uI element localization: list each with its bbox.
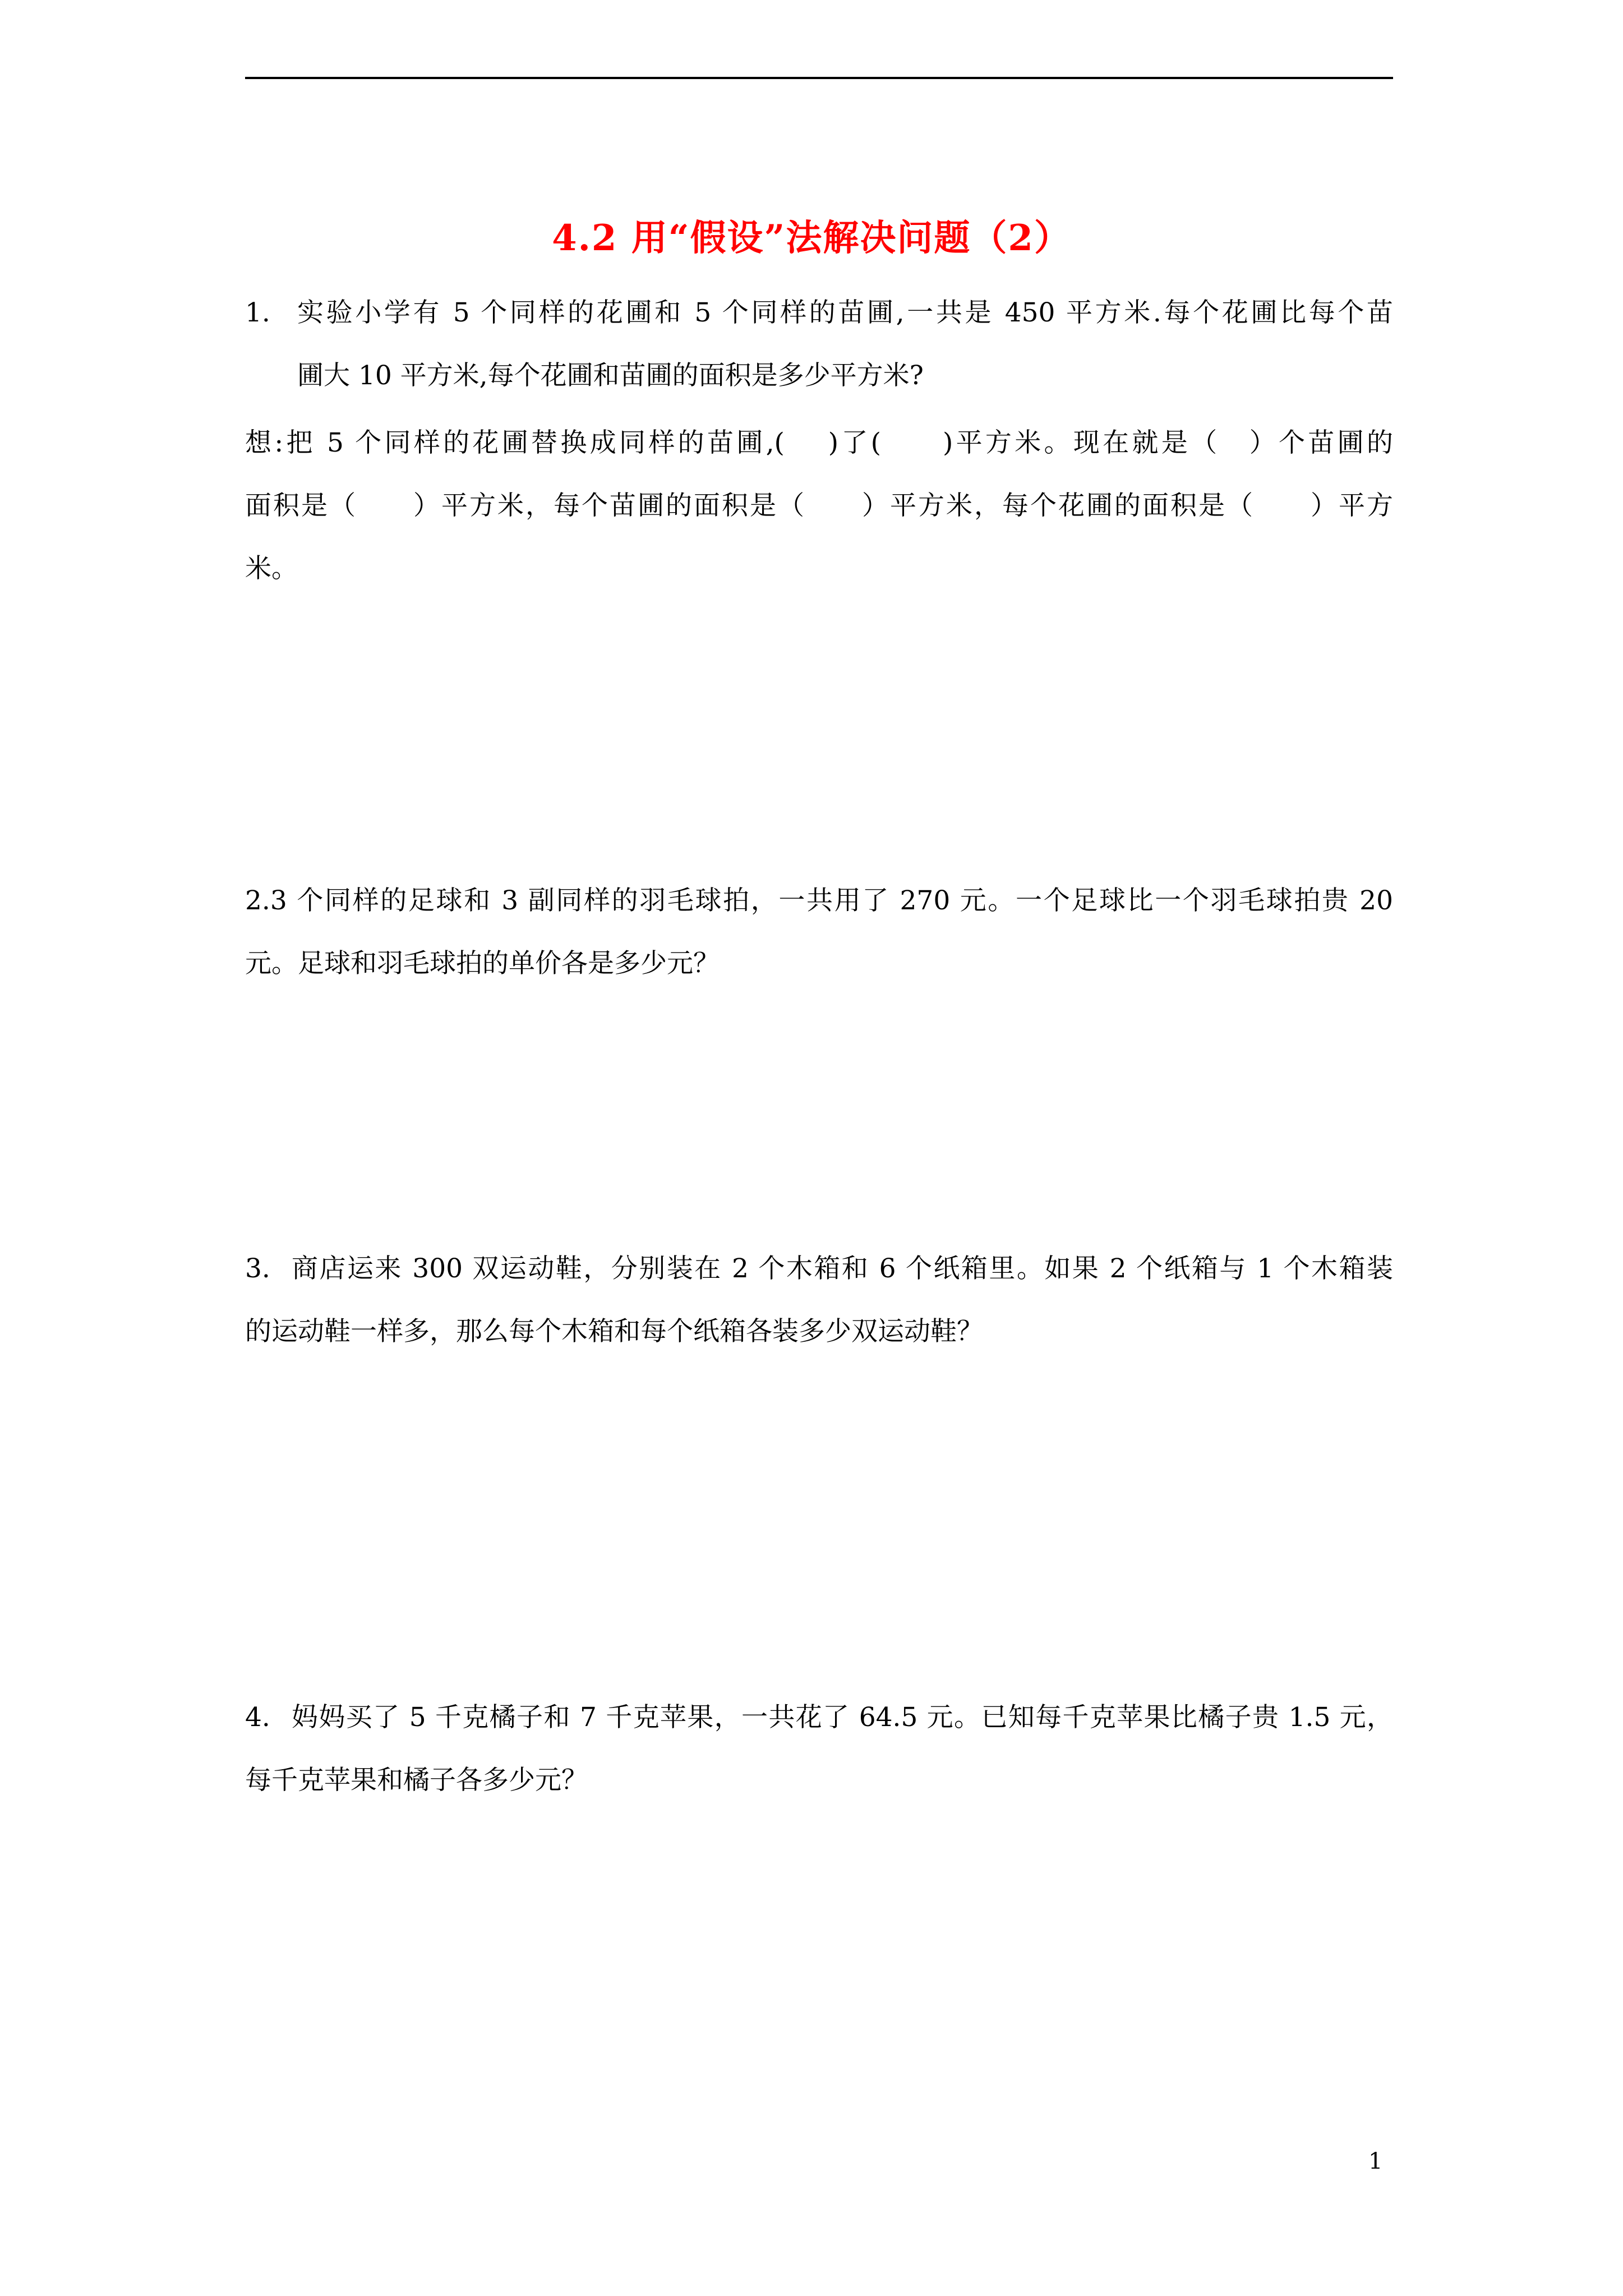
page-number: 1 [1368,2148,1383,2174]
question-2-text-line-1: 2.3 个同样的足球和 3 副同样的羽毛球拍，一共用了 270 元。一个足球比一个羽毛球拍贵 20 [245,885,1393,916]
question-4-number: 4. [245,1702,270,1733]
question-2-text-line-2: 元。足球和羽毛球拍的单价各是多少元？ [245,948,720,979]
question-1-number: 1. [245,297,270,328]
question-1-text-line-2: 圃大 10 平方米,每个花圃和苗圃的面积是多少平方米? [297,360,924,391]
question-3-number: 3. [245,1253,270,1284]
header-rule [245,77,1393,79]
question-4-text-line-2: 每千克苹果和橘子各多少元？ [245,1765,588,1796]
question-3-text-line-2: 的运动鞋一样多，那么每个木箱和每个纸箱各装多少双运动鞋？ [245,1316,983,1347]
question-1-hint-line-1: 想:把 5 个同样的花圃替换成同样的苗圃,( )了( )平方米。现在就是（ ）个苗圃的 [245,427,1393,458]
page-title: 4.2 用“假设”法解决问题（2） [552,217,1071,259]
question-4-text-line-1: 妈妈买了 5 千克橘子和 7 千克苹果，一共花了 64.5 元。已知每千克苹果比橘子贵 1.5 元， [292,1702,1393,1733]
question-2-number: 2. [245,885,270,916]
question-1-hint-line-3: 米。 [245,553,298,584]
question-3-text-line-1: 商店运来 300 双运动鞋，分别装在 2 个木箱和 6 个纸箱里。如果 2 个纸箱与 1 个木箱装 [292,1253,1393,1284]
question-1-hint-line-2: 面积是（ ）平方米，每个苗圃的面积是（ ）平方米，每个花圃的面积是（ ）平方 [245,490,1393,521]
question-1-text-line-1: 实验小学有 5 个同样的花圃和 5 个同样的苗圃,一共是 450 平方米.每个花圃比每个苗 [297,297,1393,328]
